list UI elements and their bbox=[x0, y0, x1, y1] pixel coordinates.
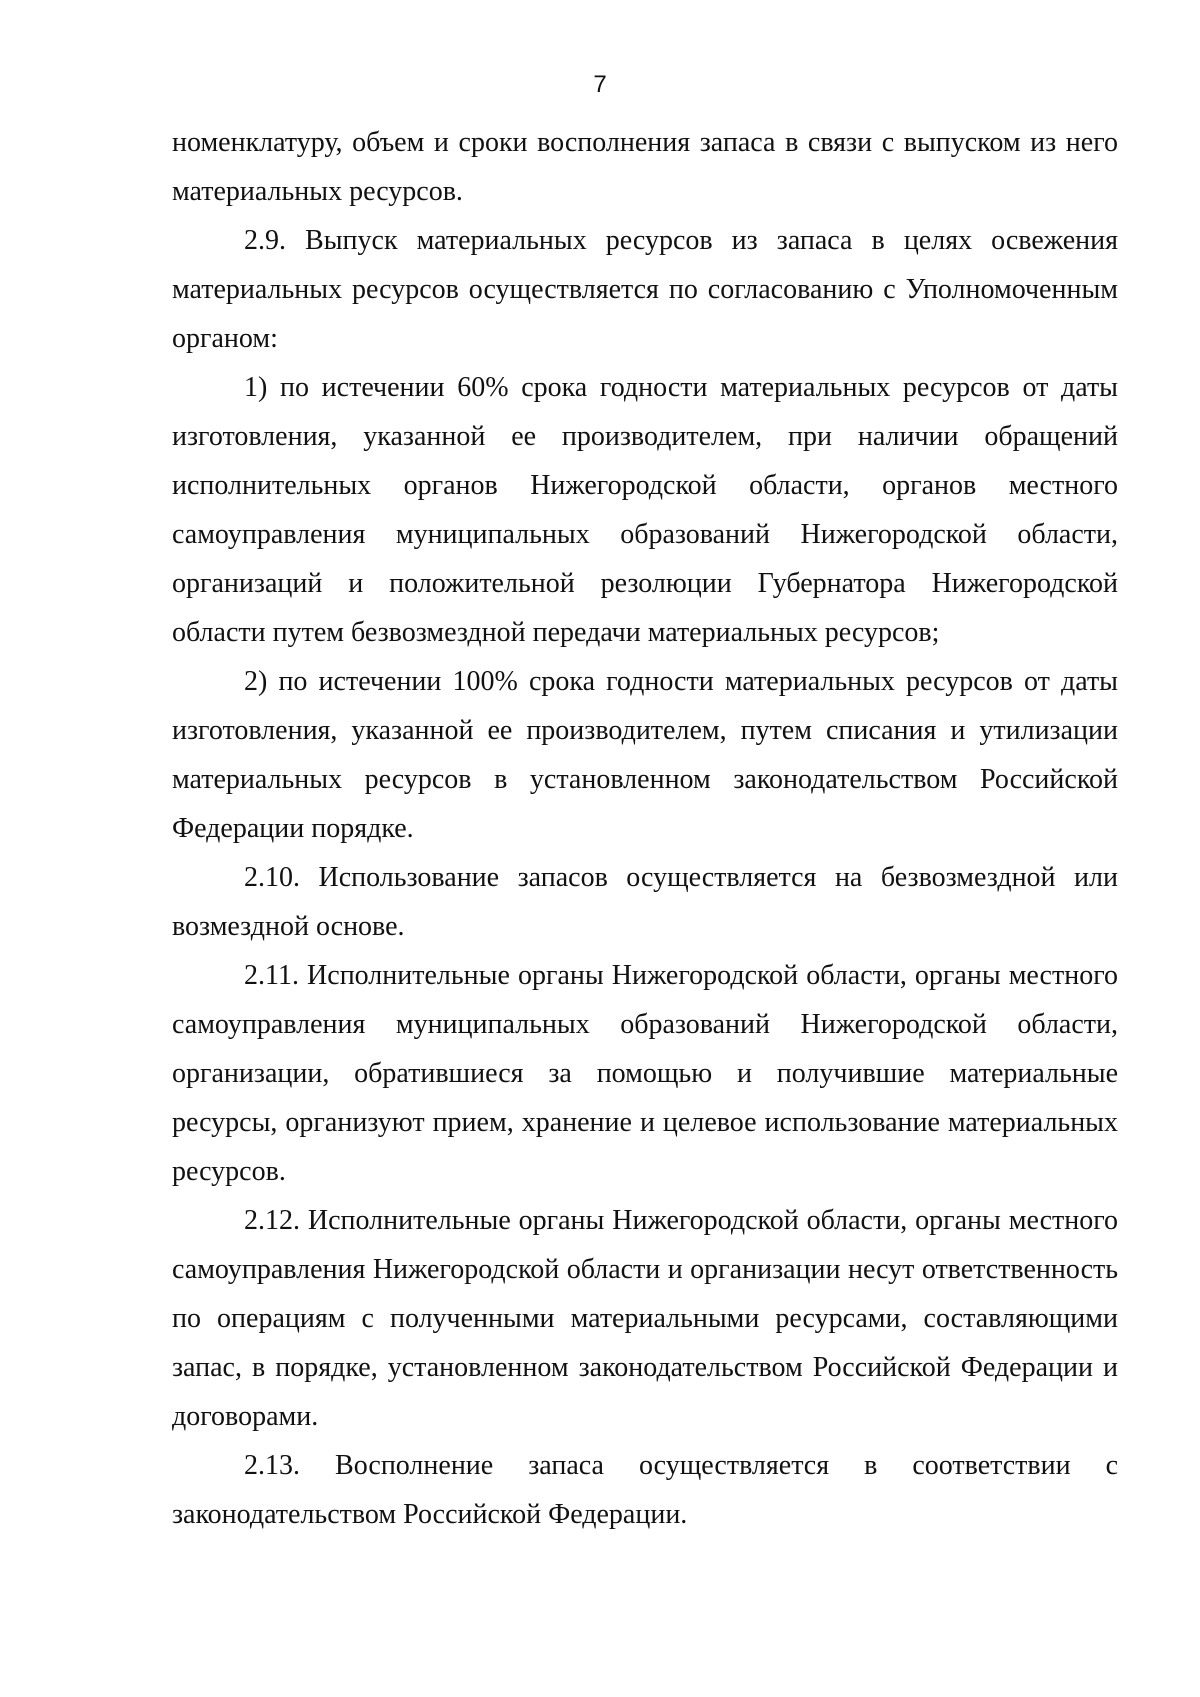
paragraph-2-9: 2.9. Выпуск материальных ресурсов из запаса в целях освежения материальных ресурсов осуществляется по согласованию с Уполномоченным органом: bbox=[172, 225, 1118, 354]
paragraph-2-11: 2.11. Исполнительные органы Нижегородской области, органы местного самоуправления муниципальных образований Нижегородской области, организации, обратившиеся за помощью и получившие материальные ресурсы, организуют прием, хранение и целевое использование материальных ресурсов. bbox=[172, 960, 1118, 1187]
paragraph-2-9-item-1: 1) по истечении 60% срока годности материальных ресурсов от даты изготовления, указанной ее производителем, при наличии обращений исполнительных органов Нижегородской области, органов местного самоуправления муниципальных образований Нижегородской области, организаций и положительной резолюции Губернатора Нижегородской области путем безвозмездной передачи материальных ресурсов; bbox=[172, 372, 1118, 648]
page-number: 7 bbox=[593, 71, 607, 98]
document-body bbox=[172, 118, 1118, 1539]
paragraph-2-12: 2.12. Исполнительные органы Нижегородской области, органы местного самоуправления Нижегородской области и организации несут ответственность по операциям с полученными материальными ресурсами, составляющими запас, в порядке, установленном законодательством Российской Федерации и договорами. bbox=[172, 1205, 1118, 1432]
paragraph-2-9-item-2: 2) по истечении 100% срока годности материальных ресурсов от даты изготовления, указанной ее производителем, путем списания и утилизации материальных ресурсов в установленном законодательством Российской Федерации порядке. bbox=[172, 666, 1118, 844]
paragraph-continuation: номенклатуру, объем и сроки восполнения запаса в связи с выпуском из него материальных ресурсов. bbox=[172, 127, 1118, 207]
paragraph-2-10: 2.10. Использование запасов осуществляется на безвозмездной или возмездной основе. bbox=[172, 862, 1118, 942]
paragraph-2-13: 2.13. Восполнение запаса осуществляется в соответствии с законодательством Российской Федерации. bbox=[172, 1450, 1118, 1530]
